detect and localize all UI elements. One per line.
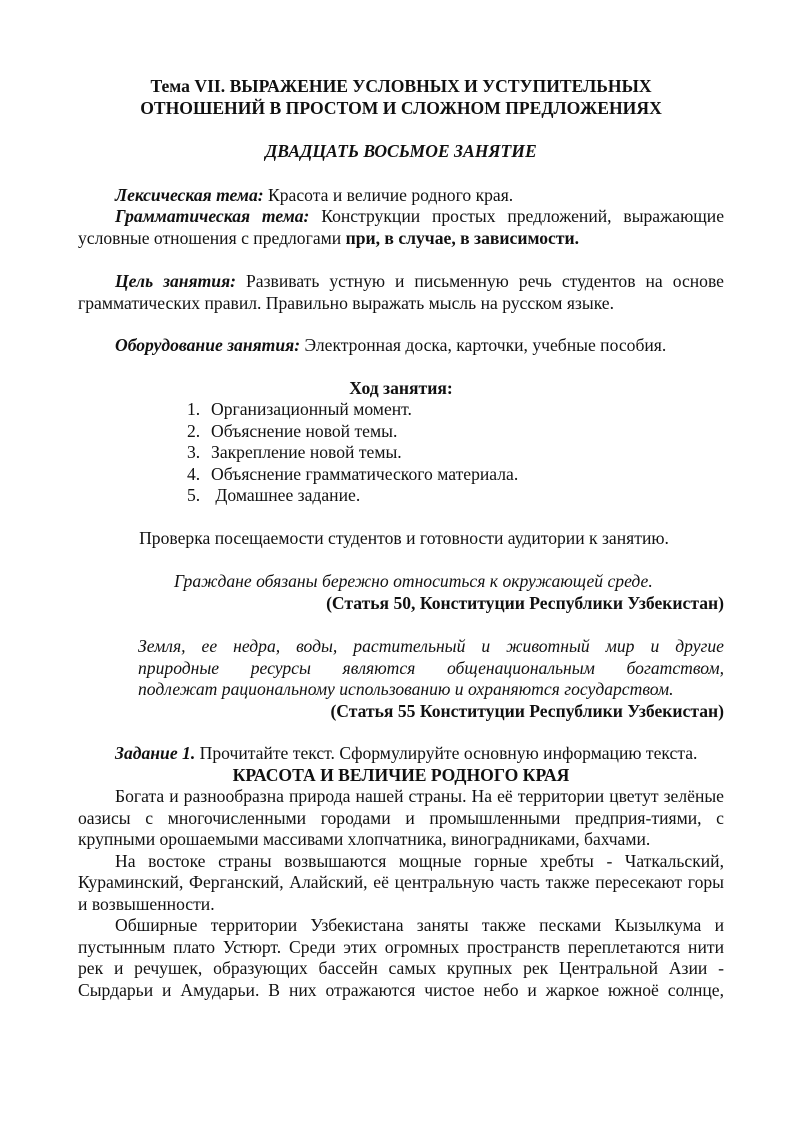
lexical-topic-text: Красота и величие родного края. [263,184,514,205]
grammar-topic-label: Грамматическая тема: [115,206,310,226]
task-1-label: Задание 1. [115,743,196,763]
list-item [187,485,724,507]
lesson-title: ДВАДЦАТЬ ВОСЬМОЕ ЗАНЯТИЕ [265,141,537,161]
reading-paragraph: Богата и разнообразна природа нашей страны. На её территории цветут зелёные оазисы с многочисленными городами и промышленными предприя-тиями, с крупными орошаемыми массивами хлопчатника, виноградниками, бахчами. [78,786,724,849]
lexical-topic-label: Лексическая тема: [115,184,264,205]
topic-title [78,76,724,119]
reading-paragraph: Обширные территории Узбекистана заняты также песками Кызылкума и пустынным плато Устюрт. Среди этих огромных пространств переплетаются нити рек и речушек, образующих бассейн самых крупных рек Центральной Азии - Сырдарьи и Амударьи. В них отражаются чистое небо и жаркое южноё солнце, [78,915,724,1000]
list-item-text: Объяснение грамматического материала. [211,463,519,484]
list-item-text: Закрепление новой темы. [211,442,402,462]
constitution-quote-55 [78,636,724,722]
grammar-topic-text: Конструкции простых предложений, выражающие условные отношения с предлогами [78,206,724,248]
list-item-number: 3. [187,442,201,462]
list-item-text: Организационный момент. [211,399,412,419]
list-item-number: 2. [187,420,201,441]
topic-title-line1: Тема VII. ВЫРАЖЕНИЕ УСЛОВНЫХ И УСТУПИТЕЛЬНЫХ [150,76,652,96]
course-heading: Ход занятия: [349,377,453,398]
list-item-text: Домашнее задание. [211,485,361,505]
quote-text: Граждане обязаны бережно относиться к окружающей среде. [174,571,653,591]
reading-paragraph: На востоке страны возвышаются мощные горные хребты - Чаткальский, Кураминский, Ферганский, Алайский, её центральную часть также пересекают горы и возвышенности. [78,850,724,914]
quote-line: подлежат рациональному использованию и охраняются государством. [138,679,674,699]
lesson-equipment-text: Электронная доска, карточки, учебные пособия. [300,335,667,355]
list-item [187,399,724,421]
reading-title: КРАСОТА И ВЕЛИЧИЕ РОДНОГО КРАЯ [232,764,570,785]
attendance-check: Проверка посещаемости студентов и готовности аудитории к занятию. [139,527,669,548]
list-item-number: 1. [187,399,201,419]
lesson-equipment-label: Оборудование занятия: [115,335,301,355]
lesson-goal-text: Развивать устную и письменную речь студентов на основе грамматических правил. Правильно выражать мысль на русском языке. [78,271,724,313]
lexical-topic [78,185,724,207]
list-item-number: 5. [187,485,201,505]
quote-line: природные ресурсы являются общенациональным богатством, [138,657,724,678]
task-1 [78,743,724,765]
course-steps-list [78,399,724,507]
quote-source: (Статья 50, Конституции Республики Узбекистан) [326,592,724,613]
list-item [187,464,724,486]
list-item [187,421,724,443]
lesson-equipment [78,335,724,357]
quote-line: Земля, ее недра, воды, растительный и животный мир и другие [138,636,724,656]
topic-title-line2: ОТНОШЕНИЙ В ПРОСТОМ И СЛОЖНОМ ПРЕДЛОЖЕНИЯХ [140,97,662,118]
list-item [187,442,724,464]
list-item-text: Объяснение новой темы. [211,420,398,441]
task-1-text: Прочитайте текст. Сформулируйте основную информацию текста. [195,743,698,763]
constitution-quote-50 [78,571,724,614]
list-item-number: 4. [187,463,201,484]
lesson-goal-label: Цель занятия: [115,271,236,291]
lesson-goal [78,271,724,314]
grammar-topic-prepositions: при, в случае, в зависимости. [345,227,580,248]
grammar-topic [78,206,724,249]
quote-source: (Статья 55 Конституции Республики Узбекистан) [330,700,724,721]
